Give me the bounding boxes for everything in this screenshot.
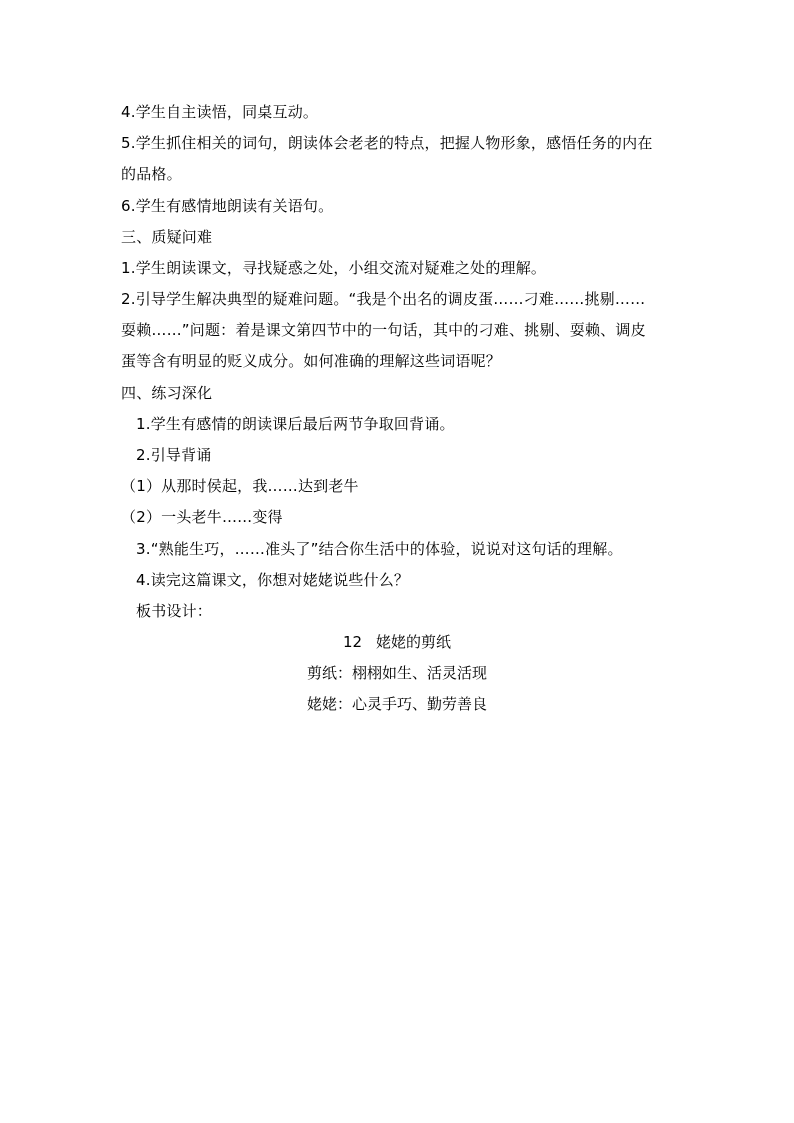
text-line: （1）从那时侯起，我……达到老牛 [121, 477, 359, 495]
text-line: 2.引导学生解决典型的疑难问题。“我是个出名的调皮蛋……刁难……挑剔…… [121, 290, 646, 308]
section-heading: 三、质疑问难 [121, 228, 213, 246]
text-line: 3.“熟能生巧，……准头了”结合你生活中的体验，说说对这句话的理解。 [136, 540, 623, 558]
text-line: 耍赖……”问题：着是课文第四节中的一句话，其中的刁难、挑剔、耍赖、调皮 [121, 321, 646, 339]
board-line: 剪纸：栩栩如生、活灵活现 [306, 664, 487, 682]
board-line: 姥姥：心灵手巧、勤劳善良 [306, 695, 487, 713]
text-line: 4.学生自主读悟，同桌互动。 [121, 103, 319, 121]
lesson-number: 12 [342, 633, 363, 651]
text-line: 5.学生抓住相关的词句，朗读体会老老的特点，把握人物形象，感悟任务的内在 [121, 134, 653, 152]
text-line: 4.读完这篇课文，你想对姥姥说些什么？ [136, 571, 410, 589]
text-line: 的品格。 [121, 165, 182, 183]
section-heading: 四、练习深化 [121, 384, 213, 402]
board-title [0, 632, 794, 652]
board-design-label: 板书设计： [136, 602, 213, 620]
text-line: （2）一头老牛……变得 [121, 508, 283, 526]
text-line: 6.学生有感情地朗读有关语句。 [121, 197, 334, 215]
lesson-title: 姥姥的剪纸 [376, 633, 452, 651]
text-line: 蛋等含有明显的贬义成分。如何准确的理解这些词语呢？ [121, 352, 502, 370]
text-line: 1.学生有感情的朗读课后最后两节争取回背诵。 [136, 415, 455, 433]
text-line: 1.学生朗读课文，寻找疑惑之处，小组交流对疑难之处的理解。 [121, 259, 547, 277]
text-line: 2.引导背诵 [136, 446, 212, 464]
